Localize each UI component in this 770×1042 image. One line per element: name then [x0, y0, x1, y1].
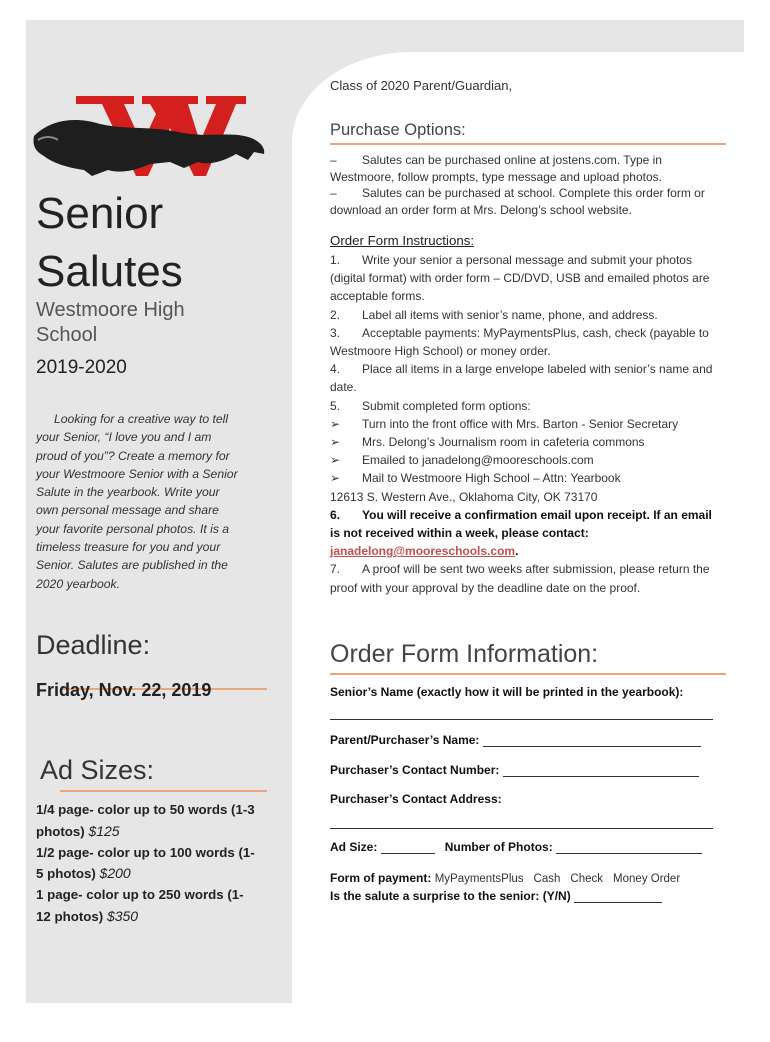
school-year: 2019-2020 [36, 357, 127, 378]
submit-option: ➢ Emailed to janadelong@mooreschools.com [330, 451, 722, 469]
ad-size-line[interactable] [381, 841, 435, 854]
parent-name-line[interactable] [483, 734, 701, 747]
instructions-list [330, 251, 722, 597]
mailing-address: 12613 S. Western Ave., Oklahoma City, OK 73170 [330, 489, 598, 504]
purchase-rule [330, 143, 726, 145]
submit-option: ➢ Turn into the front office with Mrs. Barton - Senior Secretary [330, 415, 722, 433]
ad-sizes-rule [60, 790, 267, 792]
surprise-field[interactable]: Is the salute a surprise to the senior: (Y/N) [330, 889, 725, 903]
payment-option[interactable]: MyPaymentsPlus [434, 873, 524, 885]
purchase-option-item: – Salutes can be purchased at school. Complete this order form or download an order form at Mrs. Delong’s school website. [330, 186, 705, 217]
surprise-line[interactable] [574, 890, 662, 903]
ad-size-price: $200 [99, 865, 131, 882]
parent-name-field[interactable]: Parent/Purchaser’s Name: [330, 733, 725, 747]
title-line-1: Senior [36, 189, 164, 238]
ad-size-photos-row: Ad Size: Number of Photos: [330, 840, 725, 854]
intro-blurb-text: Looking for a creative way to tell your Senior, “I love you and I am proud of you”? Create a memory for your Westmoore Senior with a Senior Salute in the yearbook. Write your own personal message and share your favorite personal photos. It is a timeless treasure for you and your Senior. Salutes are published in the 2020 yearbook. [36, 412, 238, 591]
greeting: Class of 2020 Parent/Guardian, [330, 78, 513, 93]
arrow-bullet-icon: ➢ [330, 471, 341, 486]
payment-option[interactable]: Money Order [613, 873, 681, 885]
arrow-bullet-icon: ➢ [330, 435, 341, 450]
senior-name-field[interactable]: Senior’s Name (exactly how it will be printed in the yearbook): [330, 685, 725, 720]
ad-sizes-list [36, 800, 256, 928]
payment-option[interactable]: Check [570, 873, 604, 885]
contact-email-link[interactable]: janadelong@mooreschools.com [330, 544, 516, 559]
instruction-item: 5. Submit completed form options: [330, 398, 531, 413]
num-photos-line[interactable] [556, 841, 702, 854]
ad-size-price: $350 [106, 907, 139, 924]
instruction-item: 1. Write your senior a personal message and submit your photos (digital format) with order form – CD/DVD, USB and emailed photos are acceptable forms. [330, 253, 710, 304]
deadline-heading: Deadline: [36, 630, 151, 660]
contact-number-line[interactable] [503, 764, 699, 777]
intro-blurb [36, 410, 242, 593]
title-line-2: Salutes [36, 247, 183, 296]
instruction-item: 7. A proof will be sent two weeks after submission, please return the proof with your approval by the deadline date on the proof. [330, 562, 710, 595]
order-form-rule [330, 673, 726, 675]
instruction-item: 6. You will receive a confirmation email upon receipt. If an email is not received within a week, please contact: janadelong@mooreschools.com. [330, 507, 712, 559]
senior-name-line[interactable] [330, 709, 713, 720]
contact-number-field[interactable]: Purchaser’s Contact Number: [330, 763, 725, 777]
arrow-bullet-icon: ➢ [330, 416, 341, 431]
instruction-item: 2. Label all items with senior’s name, phone, and address. [330, 307, 658, 322]
ad-size-item: 1/2 page- color up to 100 words (1-5 photos) $200 [36, 844, 255, 882]
ad-sizes-heading: Ad Sizes: [40, 755, 155, 785]
instruction-item: 4. Place all items in a large envelope labeled with senior’s name and date. [330, 362, 713, 395]
payment-row: Form of payment: MyPaymentsPlus Cash Check Money Order [330, 871, 681, 885]
ad-size-item: 1 page- color up to 250 words (1-12 photos) $350 [36, 887, 244, 924]
arrow-bullet-icon: ➢ [330, 453, 341, 468]
instruction-item: 3. Acceptable payments: MyPaymentsPlus, cash, check (payable to Westmoore High School) or money order. [330, 325, 709, 359]
submit-option: ➢ Mail to Westmoore High School – Attn: Yearbook [330, 469, 722, 487]
page-title [36, 185, 183, 301]
order-form-heading: Order Form Information: [330, 640, 599, 668]
instructions-heading: Order Form Instructions: [330, 233, 475, 248]
contact-address-field[interactable]: Purchaser’s Contact Address: [330, 792, 725, 829]
payment-option[interactable]: Cash [533, 873, 561, 885]
contact-address-line[interactable] [330, 818, 713, 829]
ad-size-price: $125 [88, 822, 120, 839]
ad-size-item: 1/4 page- color up to 50 words (1-3 photos) $125 [36, 802, 255, 839]
deadline-value: Friday, Nov. 22, 2019 [36, 680, 212, 700]
submit-option: ➢ Mrs. Delong’s Journalism room in cafeteria commons [330, 433, 722, 451]
school-name: Westmoore High School [36, 299, 185, 346]
purchase-option-item: – Salutes can be purchased online at jostens.com. Type in Westmoore, follow prompts, type message and upload photos. [330, 153, 662, 184]
purchase-options-heading: Purchase Options: [330, 121, 466, 139]
westmoore-w-panther-logo [30, 80, 270, 190]
